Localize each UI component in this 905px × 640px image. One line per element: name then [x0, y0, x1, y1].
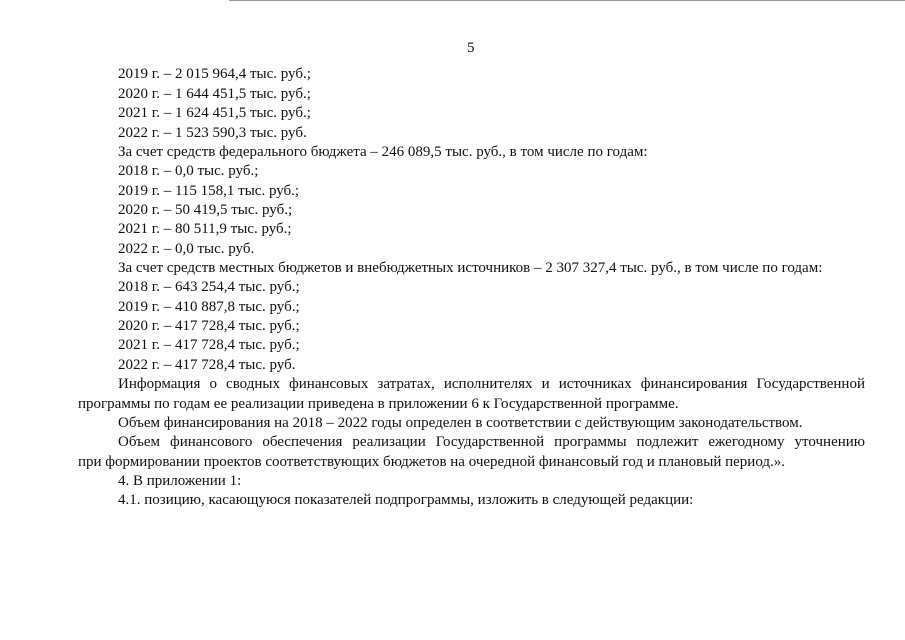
text-line: 2019 г. – 2 015 964,4 тыс. руб.;: [118, 66, 311, 82]
paragraph-line: Объем финансового обеспечения реализации Государственной программы подлежит ежегодному уточнению: [118, 434, 865, 450]
text-line: 2018 г. – 0,0 тыс. руб.;: [118, 163, 259, 179]
paragraph-line: 4.1. позицию, касающуюся показателей подпрограммы, изложить в следующей редакции:: [118, 492, 694, 508]
text-line: 2022 г. – 0,0 тыс. руб.: [118, 241, 255, 257]
paragraph-line: программы по годам ее реализации приведена в приложении 6 к Государственной программе.: [78, 396, 679, 412]
text-line: 2019 г. – 410 887,8 тыс. руб.;: [118, 299, 300, 315]
text-line: 2020 г. – 1 644 451,5 тыс. руб.;: [118, 86, 311, 102]
text-line: 2019 г. – 115 158,1 тыс. руб.;: [118, 183, 300, 199]
text-line: 2021 г. – 417 728,4 тыс. руб.;: [118, 337, 300, 353]
page-number: 5: [467, 40, 475, 56]
text-line: 2018 г. – 643 254,4 тыс. руб.;: [118, 279, 300, 295]
paragraph-line: Информация о сводных финансовых затратах, исполнителях и источниках финансирования Государственной: [118, 376, 865, 392]
text-line: За счет средств федерального бюджета – 246 089,5 тыс. руб., в том числе по годам:: [118, 144, 648, 160]
text-line: За счет средств местных бюджетов и внебюджетных источников – 2 307 327,4 тыс. руб., в том числе по годам:: [118, 260, 823, 276]
text-line: 2021 г. – 80 511,9 тыс. руб.;: [118, 221, 292, 237]
text-line: 2020 г. – 417 728,4 тыс. руб.;: [118, 318, 300, 334]
text-line: 2022 г. – 1 523 590,3 тыс. руб.: [118, 125, 307, 141]
text-line: 2021 г. – 1 624 451,5 тыс. руб.;: [118, 105, 311, 121]
paragraph-line: при формировании проектов соответствующих бюджетов на очередной финансовый год и плановый период.».: [78, 454, 786, 470]
paragraph-line: Объем финансирования на 2018 – 2022 годы определен в соответствии с действующим законодательством.: [118, 415, 803, 431]
text-line: 2020 г. – 50 419,5 тыс. руб.;: [118, 202, 293, 218]
top-rule: [229, 0, 905, 1]
paragraph-line: 4. В приложении 1:: [118, 473, 242, 489]
text-line: 2022 г. – 417 728,4 тыс. руб.: [118, 357, 296, 373]
